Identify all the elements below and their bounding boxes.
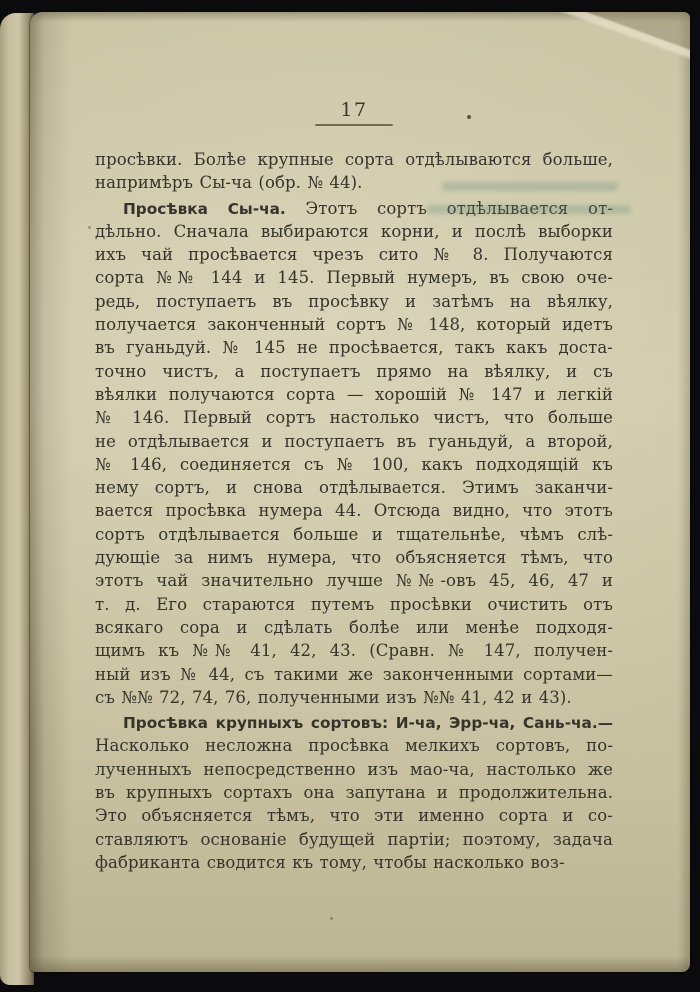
text-run: Этотъ сортъ отдѣлывается от-: [285, 198, 613, 218]
run-in-heading: Просѣвка Сы-ча.: [123, 199, 286, 218]
text-line: ный изъ № 44, съ такими же законченными сортами—: [95, 664, 613, 684]
paper-speck: [330, 917, 333, 920]
text-line: сорта №№ 144 и 145. Первый нумеръ, въ свою оче-: [95, 268, 613, 288]
text-line: получается законченный сортъ № 148, который идетъ: [95, 315, 613, 335]
text-line: нему сортъ, и снова отдѣлывается. Этимъ заканчи-: [95, 478, 613, 498]
paragraph: [95, 197, 613, 710]
text-block: [95, 148, 613, 874]
run-in-heading: Просѣвка крупныхъ сортовъ: И-ча, Эрр-ча, Сань-ча.—: [123, 714, 613, 733]
text-line: всякаго сора и сдѣлать болѣе или менѣе подходя-: [95, 617, 613, 637]
text-line: щимъ къ №№ 41, 42, 43. (Сравн. № 147, получен-: [95, 641, 613, 661]
facing-page-edge: [0, 13, 34, 985]
text-line: напримѣръ Сы-ча (обр. № 44).: [95, 173, 363, 193]
paper-speck: [88, 226, 91, 229]
text-line: дующіе за нимъ нумера, что объясняется тѣмъ, что: [95, 548, 613, 568]
text-line: Насколько несложна просѣвка мелкихъ сортовъ, по-: [95, 736, 613, 756]
page-number-block: [95, 100, 613, 126]
text-line: вѣялки получаются сорта — хорошій № 147 и легкій: [95, 384, 613, 404]
text-line: № 146. Первый сортъ настолько чистъ, что больше: [95, 408, 613, 428]
page-number: 17: [340, 99, 368, 121]
book-page: [30, 12, 690, 972]
text-line: сортъ отдѣлывается больше и тщательнѣе, чѣмъ слѣ-: [95, 524, 613, 544]
text-line: ихъ чай просѣвается чрезъ сито № 8. Получаются: [95, 245, 613, 265]
paragraph: [95, 711, 613, 874]
text-line: ставляютъ основаніе будущей партіи; поэтому, задача: [95, 829, 613, 849]
text-line: [95, 197, 613, 220]
text-line: [95, 711, 613, 734]
text-line: № 146, соединяется съ № 100, какъ подходящій къ: [95, 454, 613, 474]
text-line: точно чистъ, а поступаетъ прямо на вѣялку, и съ: [95, 361, 613, 381]
text-line: вается просѣвка нумера 44. Отсюда видно, что этотъ: [95, 501, 613, 521]
text-line: фабриканта сводится къ тому, чтобы насколько воз-: [95, 852, 565, 872]
text-line: этотъ чай значительно лучше №№-овъ 45, 46, 47 и: [95, 571, 613, 591]
text-line: лученныхъ непосредственно изъ мао-ча, настолько же: [95, 759, 613, 779]
paragraph: [95, 148, 613, 195]
text-line: въ крупныхъ сортахъ она запутана и продолжительна.: [95, 783, 613, 803]
page-number-rule: [315, 124, 393, 126]
text-line: дѣльно. Сначала выбираются корни, и послѣ выборки: [95, 221, 613, 241]
text-line: Это объясняется тѣмъ, что эти именно сорта и со-: [95, 806, 613, 826]
text-line: въ гуаньдуй. № 145 не просѣвается, такъ какъ доста-: [95, 338, 613, 358]
page-corner-fold: [530, 12, 690, 84]
text-line: просѣвки. Болѣе крупные сорта отдѣлываются больше,: [95, 150, 613, 169]
text-line: т. д. Его стараются путемъ просѣвки очистить отъ: [95, 594, 613, 614]
text-line: съ №№ 72, 74, 76, полученными изъ №№ 41, 42 и 43).: [95, 687, 572, 707]
text-line: не отдѣлывается и поступаетъ въ гуаньдуй, а второй,: [95, 431, 613, 451]
text-line: редь, поступаетъ въ просѣвку и затѣмъ на вѣялку,: [95, 291, 613, 311]
